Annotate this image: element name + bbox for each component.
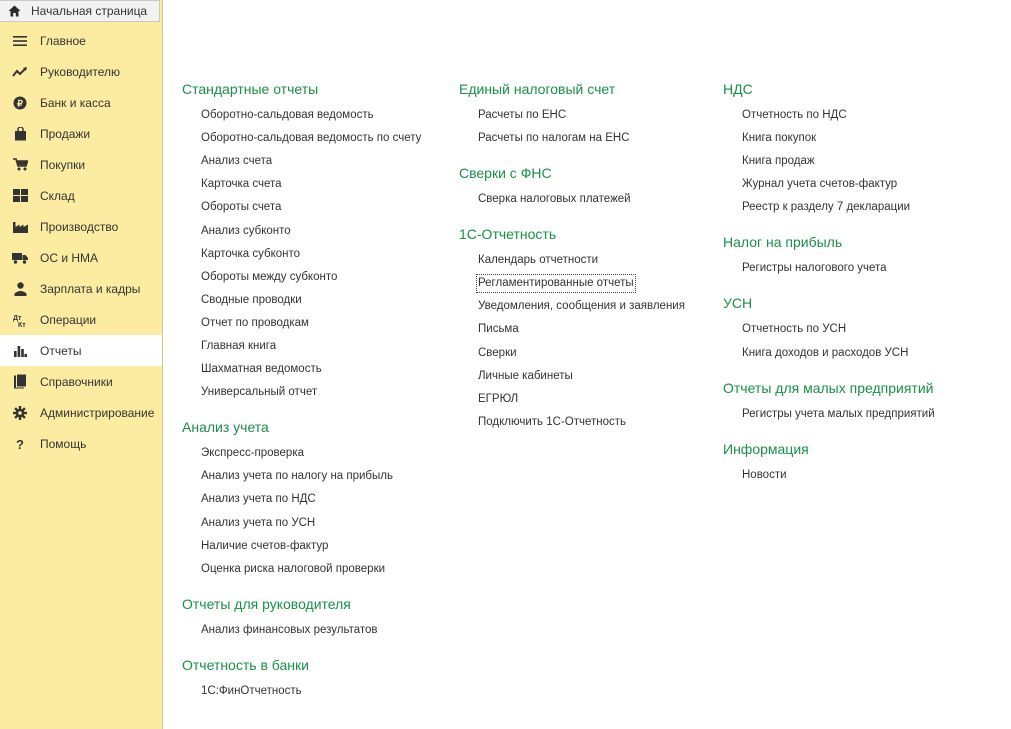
sidebar-item-9[interactable] bbox=[0, 304, 162, 335]
report-link[interactable]: Универсальный отчет bbox=[201, 386, 318, 399]
factory-icon bbox=[12, 219, 28, 235]
report-link[interactable]: Анализ учета по НДС bbox=[201, 493, 316, 506]
cart-icon bbox=[12, 157, 28, 173]
report-link[interactable]: Письма bbox=[478, 323, 519, 336]
report-link[interactable]: Личные кабинеты bbox=[478, 369, 573, 382]
person-icon bbox=[12, 281, 28, 297]
section-title: Информация bbox=[723, 440, 809, 457]
report-link[interactable]: Книга покупок bbox=[742, 132, 817, 145]
sidebar-item-label: Руководителю bbox=[40, 64, 121, 79]
report-link[interactable]: Журнал учета счетов-фактур bbox=[742, 178, 898, 191]
sidebar-item-1[interactable] bbox=[0, 56, 162, 87]
sidebar-item-label: Справочники bbox=[40, 374, 113, 389]
report-link[interactable]: Отчетность по НДС bbox=[742, 109, 847, 121]
report-link[interactable]: Главная книга bbox=[201, 340, 277, 352]
svg-text:Кт: Кт bbox=[18, 321, 26, 327]
sidebar-item-5[interactable] bbox=[0, 180, 162, 211]
report-link[interactable]: Анализ субконто bbox=[201, 224, 291, 237]
report-link[interactable]: Карточка счета bbox=[201, 178, 282, 191]
menu-lines-icon bbox=[12, 33, 28, 49]
sidebar-item-label: Помощь bbox=[40, 436, 87, 451]
question-icon bbox=[12, 436, 28, 452]
sidebar-item-label: Покупки bbox=[40, 157, 86, 172]
sidebar bbox=[0, 0, 163, 729]
section-title: Стандартные отчеты bbox=[182, 81, 319, 97]
sidebar-item-3[interactable] bbox=[0, 118, 162, 149]
warehouse-icon bbox=[12, 188, 28, 204]
sidebar-item-label: Администрирование bbox=[40, 405, 155, 420]
report-link[interactable]: Подключить 1С-Отчетность bbox=[478, 415, 627, 428]
report-link[interactable]: Анализ учета по УСН bbox=[201, 516, 316, 529]
report-link[interactable]: Регламентированные отчеты bbox=[478, 277, 634, 290]
report-link[interactable]: Наличие счетов-фактур bbox=[201, 539, 329, 552]
report-link[interactable]: Новости bbox=[742, 468, 787, 481]
svg-text:₽: ₽ bbox=[17, 98, 23, 108]
report-link[interactable]: Книга доходов и расходов УСН bbox=[742, 346, 909, 359]
sidebar-item-12[interactable] bbox=[0, 397, 162, 428]
report-link[interactable]: Анализ финансовых результатов bbox=[201, 623, 378, 636]
sidebar-item-label: ОС и НМА bbox=[40, 250, 99, 265]
sidebar-item-label: Склад bbox=[40, 188, 75, 203]
sidebar-item-11[interactable] bbox=[0, 366, 162, 397]
section-title: 1С-Отчетность bbox=[459, 226, 557, 243]
shopping-bag-icon bbox=[12, 126, 28, 142]
svg-text:?: ? bbox=[16, 436, 24, 451]
report-link[interactable]: 1С:ФинОтчетность bbox=[201, 684, 302, 697]
section-title: Отчетность в банки bbox=[182, 656, 309, 673]
sidebar-item-0[interactable] bbox=[0, 25, 162, 56]
report-link[interactable]: Оборотно-сальдовая ведомость bbox=[201, 109, 374, 121]
truck-icon bbox=[12, 250, 28, 266]
report-link[interactable]: Регистры учета малых предприятий bbox=[742, 407, 935, 420]
trend-icon bbox=[12, 64, 28, 80]
report-link[interactable]: Расчеты по налогам на ЕНС bbox=[478, 132, 630, 145]
report-link[interactable]: Карточка субконто bbox=[201, 247, 301, 260]
sidebar-item-8[interactable] bbox=[0, 273, 162, 304]
report-link[interactable]: Анализ учета по налогу на прибыль bbox=[201, 470, 393, 483]
sidebar-item-label: Производство bbox=[40, 219, 119, 234]
sidebar-item-6[interactable] bbox=[0, 211, 162, 242]
sidebar-item-label: Главное bbox=[40, 33, 86, 48]
report-link[interactable]: Экспресс-проверка bbox=[201, 447, 304, 460]
report-link[interactable]: Регистры налогового учета bbox=[742, 262, 887, 275]
section-title: Сверки с ФНС bbox=[459, 165, 552, 182]
home-tab-label: Начальная страница bbox=[31, 4, 148, 18]
sidebar-item-label: Продажи bbox=[40, 126, 91, 141]
report-link[interactable]: Реестр к разделу 7 декларации bbox=[742, 201, 911, 214]
sidebar-item-label: Банк и касса bbox=[40, 95, 111, 110]
sidebar-item-label: Отчеты bbox=[40, 343, 82, 358]
report-link[interactable]: Уведомления, сообщения и заявления bbox=[478, 300, 685, 313]
report-link[interactable]: Сверки bbox=[478, 346, 517, 359]
coin-icon bbox=[12, 95, 28, 111]
report-link[interactable]: Оборотно-сальдовая ведомость по счету bbox=[201, 132, 422, 145]
section-title: НДС bbox=[723, 81, 753, 97]
report-link[interactable]: Календарь отчетности bbox=[478, 254, 599, 267]
report-link[interactable]: Отчетность по УСН bbox=[742, 323, 847, 336]
operations-icon bbox=[12, 312, 28, 328]
report-link[interactable]: Отчет по проводкам bbox=[201, 316, 309, 329]
section-title: Анализ учета bbox=[182, 419, 269, 436]
report-link[interactable]: Книга продаж bbox=[742, 155, 815, 168]
report-link[interactable]: Шахматная ведомость bbox=[201, 363, 322, 376]
book-icon bbox=[12, 374, 28, 390]
section-title: УСН bbox=[723, 295, 753, 312]
section-title: Отчеты для малых предприятий bbox=[723, 379, 934, 396]
report-link[interactable]: Оценка риска налоговой проверки bbox=[201, 562, 386, 575]
report-link[interactable]: Анализ счета bbox=[201, 155, 273, 168]
sidebar-nav bbox=[0, 25, 162, 459]
report-link[interactable]: Сверка налоговых платежей bbox=[478, 193, 631, 206]
sidebar-item-7[interactable] bbox=[0, 242, 162, 273]
report-link[interactable]: Обороты между субконто bbox=[201, 270, 338, 283]
report-link[interactable]: Обороты счета bbox=[201, 201, 282, 214]
sidebar-item-label: Зарплата и кадры bbox=[40, 281, 141, 296]
report-link[interactable]: Расчеты по ЕНС bbox=[478, 109, 567, 121]
svg-text:Дт: Дт bbox=[13, 314, 22, 322]
sidebar-item-label: Операции bbox=[40, 312, 97, 327]
section-title: Отчеты для руководителя bbox=[182, 595, 351, 612]
gear-icon bbox=[12, 405, 28, 421]
home-tab[interactable] bbox=[0, 0, 160, 22]
home-icon bbox=[8, 4, 22, 18]
sidebar-item-2[interactable] bbox=[0, 87, 162, 118]
section-title: Единый налоговый счет bbox=[459, 81, 616, 97]
report-link[interactable]: Сводные проводки bbox=[201, 293, 302, 306]
sidebar-item-10[interactable] bbox=[0, 335, 162, 366]
sidebar-item-13[interactable] bbox=[0, 428, 162, 459]
section-title: Налог на прибыль bbox=[723, 234, 843, 251]
bar-chart-icon bbox=[12, 343, 28, 359]
sidebar-item-4[interactable] bbox=[0, 149, 162, 180]
report-link[interactable]: ЕГРЮЛ bbox=[478, 392, 519, 405]
